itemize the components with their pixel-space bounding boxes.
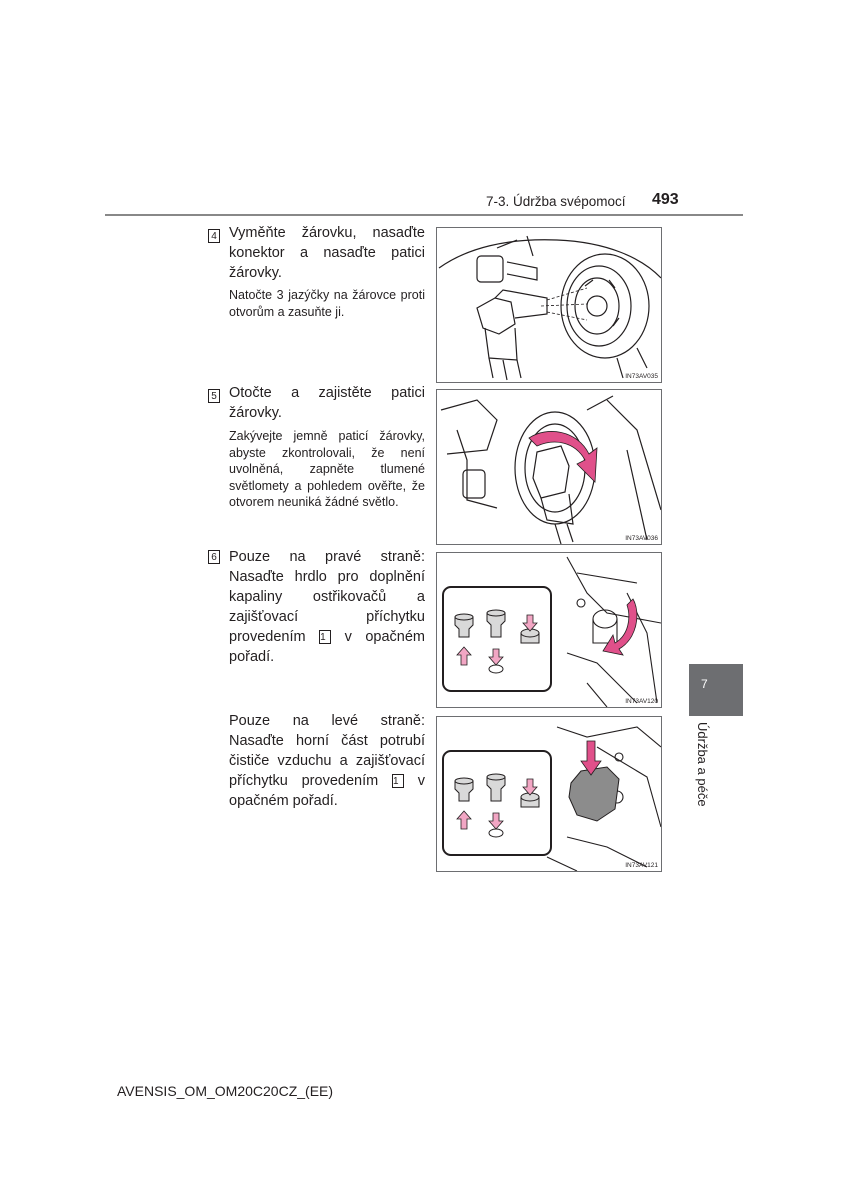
step-6b-text [229, 711, 425, 811]
chapter-number: 7 [701, 677, 708, 691]
figure-id-036: IN73AV036 [625, 535, 658, 542]
header-divider [105, 214, 743, 216]
step-number-4: 4 [208, 229, 220, 243]
document-code: AVENSIS_OM_OM20C20CZ_(EE) [117, 1083, 334, 1099]
step-4-note: Natočte 3 jazýčky na žárovce proti otvorům a zasuňte ji. [229, 288, 425, 319]
step-6b-text-after: v opačném pořadí. [229, 773, 425, 809]
step-number-5: 5 [208, 389, 220, 403]
figure-washer-filler [436, 552, 662, 708]
step-6-text-before: Pouze na pravé straně: Nasaďte hrdlo pro doplnění kapaliny ostřikovačů a zajišťovací příchytku provedením [229, 549, 425, 645]
figure-id-035: IN73AV035 [625, 373, 658, 380]
chapter-tab [689, 664, 743, 716]
step-6-text [229, 547, 425, 667]
page-number: 493 [652, 191, 679, 208]
step-4-text: Vyměňte žárovku, nasaďte konektor a nasaďte patici žárovky. [229, 225, 425, 281]
step-6-ref-box: 1 [319, 630, 331, 644]
step-number-6: 6 [208, 550, 220, 564]
chapter-title: Údržba a péče [695, 722, 710, 807]
step-5-text: Otočte a zajistěte patici žárovky. [229, 385, 425, 421]
air-cleaner-illustration [437, 717, 662, 872]
step-5-note: Zakývejte jemně paticí žárovky, abyste zkontrolovali, že není uvolněná, zapněte tlumené světlomety a pohledem ověřte, že otvorem neuniká žádné světlo. [229, 429, 425, 509]
figure-id-121: IN73AV121 [625, 862, 658, 869]
figure-bulb-rotate [436, 389, 662, 545]
step-6b-text-before: Pouze na levé straně: Nasaďte horní část potrubí čističe vzduchu a zajišťovací příchytku provedením [229, 713, 425, 789]
figure-bulb-insert [436, 227, 662, 383]
bulb-rotate-illustration [437, 390, 662, 545]
bulb-insert-illustration [437, 228, 662, 383]
figure-id-120: IN73AV120 [625, 698, 658, 705]
step-6b-ref-box: 1 [392, 774, 404, 788]
section-title: 7-3. Údržba svépomocí [486, 194, 626, 209]
figure-air-cleaner [436, 716, 662, 872]
step-6-text-after: v opačném pořadí. [229, 629, 426, 665]
washer-filler-illustration [437, 553, 662, 708]
